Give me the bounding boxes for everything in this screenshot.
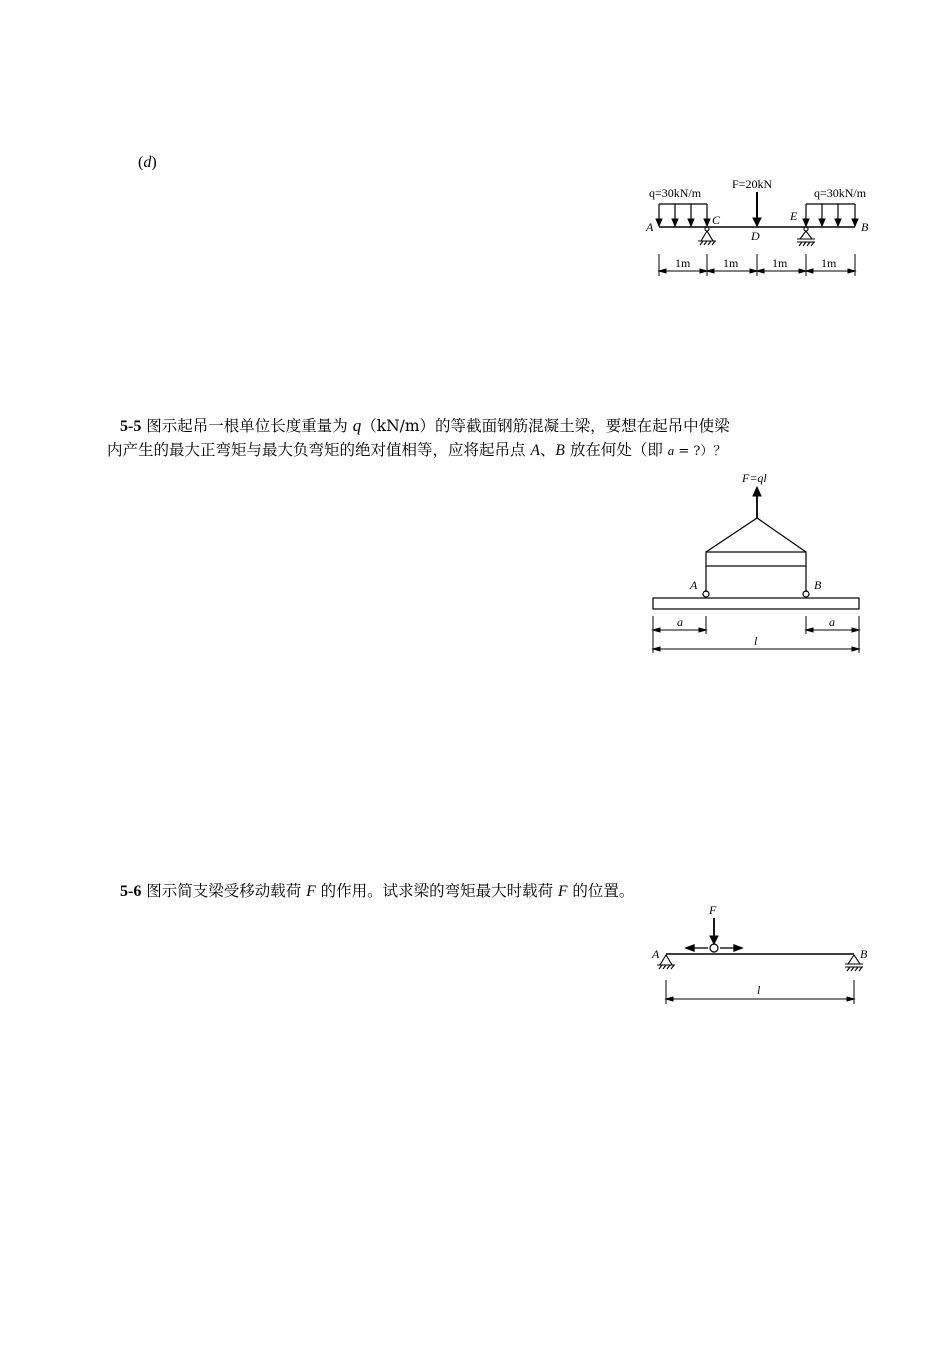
problem-5-5-line-1: 5-5 图示起吊一根单位长度重量为 q（kN/m）的等截面钢筋混凝土梁，要想在起吊中使梁 (120, 416, 730, 435)
dim-a-right: a (829, 615, 835, 629)
moving-force-arrow (710, 918, 718, 944)
q-right-label: q=30kN/m (814, 186, 867, 200)
dim-label-1: 1m (675, 256, 691, 270)
problem-5-5-text-line2: 内产生的最大正弯矩与最大负弯矩的绝对值相等，应将起吊点 A、B 放在何处（即 a = ?）？ (107, 441, 727, 459)
support-a-label: A (652, 947, 660, 961)
concrete-beam (653, 598, 859, 609)
dim-label-2: 1m (723, 256, 739, 270)
pin-support-a (657, 955, 675, 969)
beam-diagram-d (640, 170, 880, 285)
point-b-label: B (861, 220, 869, 234)
movement-direction-arrows (686, 945, 742, 951)
roller-support-e (797, 227, 815, 246)
dim-l-5-6: l (757, 983, 761, 997)
distributed-load-left (656, 204, 710, 226)
moving-load-wheel (710, 944, 718, 952)
dim-label-3: 1m (772, 256, 788, 270)
force-label-ql: F=ql (742, 471, 767, 485)
force-arrow-d (753, 192, 761, 226)
lift-point-b-label: B (814, 578, 822, 592)
point-c-label: C (712, 213, 721, 227)
dim-label-4: 1m (821, 256, 837, 270)
lifting-beam-diagram (640, 468, 870, 663)
dim-a-left: a (677, 615, 683, 629)
distributed-load-right (803, 204, 858, 226)
problem-number-5-6: 5-6 (120, 883, 142, 900)
point-d-label: D (751, 229, 760, 243)
dim-l-5-5: l (754, 634, 758, 648)
moving-load-beam-diagram (640, 900, 870, 1010)
lifting-cables (703, 518, 809, 597)
figure-label-d: (d) (138, 154, 157, 171)
problem-5-5-text (120, 413, 900, 439)
problem-5-6-text: 5-6 图示简支梁受移动载荷 F 的作用。试求梁的弯矩最大时载荷 F 的位置。 (120, 882, 635, 900)
problem-number-5-5: 5-5 (120, 418, 142, 435)
q-left-label: q=30kN/m (649, 186, 702, 200)
force-label-d: F=20kN (732, 177, 773, 191)
moving-force-label: F (709, 903, 717, 917)
lift-point-a-label: A (690, 578, 698, 592)
lift-force-arrow (753, 487, 761, 518)
pin-support-c (698, 227, 716, 245)
point-a-label: A (646, 220, 654, 234)
support-b-label: B (860, 947, 868, 961)
point-e-label: E (790, 209, 798, 223)
